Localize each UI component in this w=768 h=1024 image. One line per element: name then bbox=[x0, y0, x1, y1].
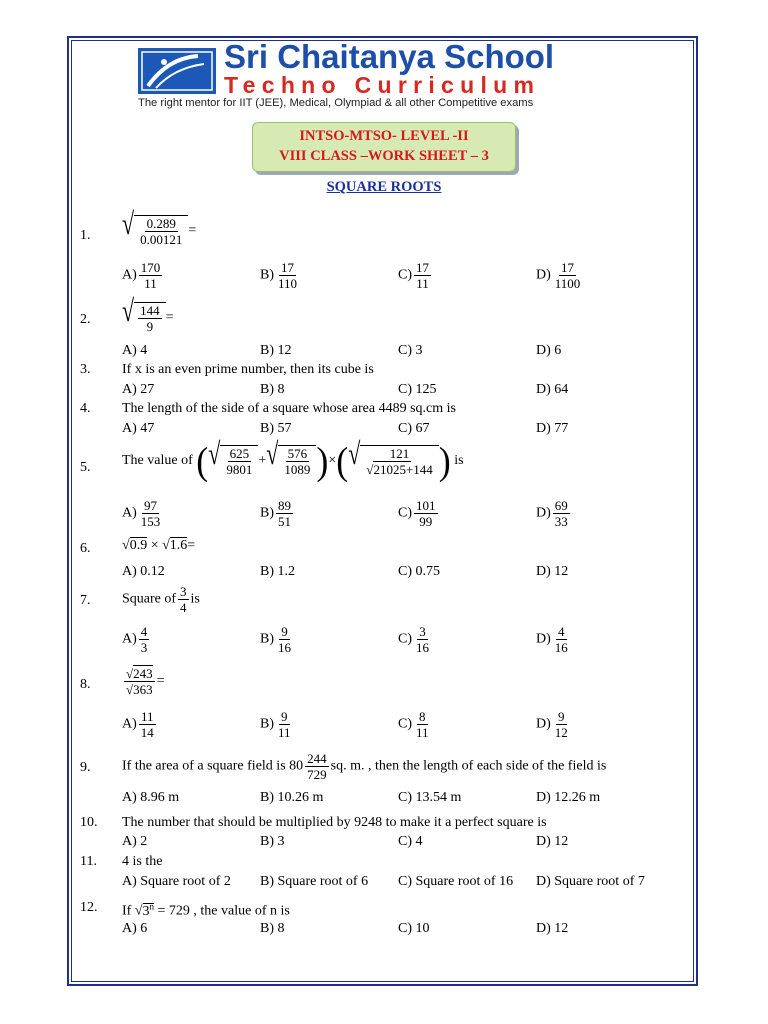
question-number: 2. bbox=[80, 312, 91, 327]
option-a: A) $\frac{97}{153}$ bbox=[122, 498, 161, 529]
question-1: √ $\frac{0.289}{0.00121}$ = bbox=[122, 205, 197, 247]
option-b: B) 3 bbox=[260, 834, 285, 849]
option-a: A) 2 bbox=[122, 834, 148, 849]
option-c: C) 125 bbox=[398, 382, 437, 397]
question-number: 10. bbox=[80, 815, 98, 830]
option-b: B) 57 bbox=[260, 421, 292, 436]
option-c: C) $\frac{8}{11}$ bbox=[398, 709, 429, 740]
option-d: D) 77 bbox=[536, 421, 569, 436]
question-number: 5. bbox=[80, 460, 91, 475]
option-a: A) $\frac{170}{11}$ bbox=[122, 260, 161, 291]
option-d: D) 12 bbox=[536, 834, 569, 849]
option-b: B) Square root of 6 bbox=[260, 874, 369, 889]
question-2: √ $\frac{144}{9}$ = bbox=[122, 292, 174, 334]
option-c: C) 67 bbox=[398, 421, 430, 436]
question-7: Square of $\frac{3}{4}$ is bbox=[122, 584, 200, 615]
question-5: The value of ( √ $\frac{625}{9801}$ + √ $\frac{576}{1089}$ )×( √ $\frac{121}{√21025+144}$ ) is bbox=[122, 435, 464, 483]
option-d: D) Square root of 7 bbox=[536, 874, 645, 889]
option-d: D) $\frac{69}{33}$ bbox=[536, 498, 568, 529]
option-c: C) 13.54 m bbox=[398, 790, 462, 805]
option-c: C) $\frac{17}{11}$ bbox=[398, 260, 429, 291]
banner-level: INTSO-MTSO- LEVEL -II bbox=[299, 128, 469, 144]
option-a: A) 27 bbox=[122, 382, 155, 397]
option-b: B) 10.26 m bbox=[260, 790, 324, 805]
option-b: B) 8 bbox=[260, 921, 285, 936]
option-d: D) $\frac{4}{16}$ bbox=[536, 624, 568, 655]
option-d: D) $\frac{17}{1100}$ bbox=[536, 260, 581, 291]
question-number: 11. bbox=[80, 854, 97, 869]
option-c: C) 10 bbox=[398, 921, 430, 936]
question-number: 3. bbox=[80, 362, 91, 377]
option-a: A) $\frac{4}{3}$ bbox=[122, 624, 148, 655]
question-number: 9. bbox=[80, 760, 91, 775]
question-number: 12. bbox=[80, 900, 98, 915]
option-b: B) $\frac{9}{16}$ bbox=[260, 624, 291, 655]
question-number: 6. bbox=[80, 541, 91, 556]
option-d: D) 12 bbox=[536, 921, 569, 936]
option-b: B) $\frac{9}{11}$ bbox=[260, 709, 291, 740]
page-title: SQUARE ROOTS bbox=[326, 179, 442, 195]
worksheet-banner bbox=[252, 122, 516, 172]
question-number: 7. bbox=[80, 593, 91, 608]
option-b: B) $\frac{89}{51}$ bbox=[260, 498, 291, 529]
curriculum-name: Techno Curriculum bbox=[224, 72, 541, 98]
option-a: A) $\frac{11}{14}$ bbox=[122, 709, 154, 740]
tagline: The right mentor for IIT (JEE), Medical, Olympiad & all other Competitive exams bbox=[138, 97, 534, 109]
question-8: $\frac{√243}{√363}$ = bbox=[126, 666, 165, 697]
option-a: A) 47 bbox=[122, 421, 155, 436]
option-d: D) 6 bbox=[536, 343, 562, 358]
option-c: C) 0.75 bbox=[398, 564, 440, 579]
option-a: A) 4 bbox=[122, 343, 148, 358]
option-b: B) 1.2 bbox=[260, 564, 295, 579]
question-10: The number that should be multiplied by 9248 to make it a perfect square is bbox=[122, 815, 547, 830]
option-b: B) 12 bbox=[260, 343, 292, 358]
option-d: D) 64 bbox=[536, 382, 569, 397]
option-b: B) 8 bbox=[260, 382, 285, 397]
option-a: A) 8.96 m bbox=[122, 790, 180, 805]
option-a: A) 0.12 bbox=[122, 564, 165, 579]
option-a: A) Square root of 2 bbox=[122, 874, 231, 889]
question-12: If √3$^n$ = 729 , the value of n is bbox=[122, 901, 290, 919]
option-c: C) 4 bbox=[398, 834, 423, 849]
option-d: D) 12.26 m bbox=[536, 790, 601, 805]
option-a: A) 6 bbox=[122, 921, 148, 936]
question-number: 4. bbox=[80, 401, 91, 416]
option-d: D) 12 bbox=[536, 564, 569, 579]
question-6: √0.9 × √1.6= bbox=[122, 538, 196, 553]
school-name: Sri Chaitanya School bbox=[224, 38, 555, 75]
option-c: C) $\frac{101}{99}$ bbox=[398, 498, 436, 529]
option-c: C) 3 bbox=[398, 343, 423, 358]
question-number: 1. bbox=[80, 228, 91, 243]
option-b: B) $\frac{17}{110}$ bbox=[260, 260, 298, 291]
school-logo-icon bbox=[138, 48, 216, 94]
option-d: D) $\frac{9}{12}$ bbox=[536, 709, 568, 740]
question-11: 4 is the bbox=[122, 854, 163, 869]
question-9: If the area of a square field is 80 $\frac{244}{729}$ sq. m. , then the length of each side of the field is bbox=[122, 751, 607, 782]
option-c: C) Square root of 16 bbox=[398, 874, 514, 889]
question-4: The length of the side of a square whose area 4489 sq.cm is bbox=[122, 401, 456, 416]
option-c: C) $\frac{3}{16}$ bbox=[398, 624, 429, 655]
banner-class: VIII CLASS –WORK SHEET – 3 bbox=[279, 148, 489, 164]
question-3: If x is an even prime number, then its cube is bbox=[122, 362, 374, 377]
question-number: 8. bbox=[80, 677, 91, 692]
